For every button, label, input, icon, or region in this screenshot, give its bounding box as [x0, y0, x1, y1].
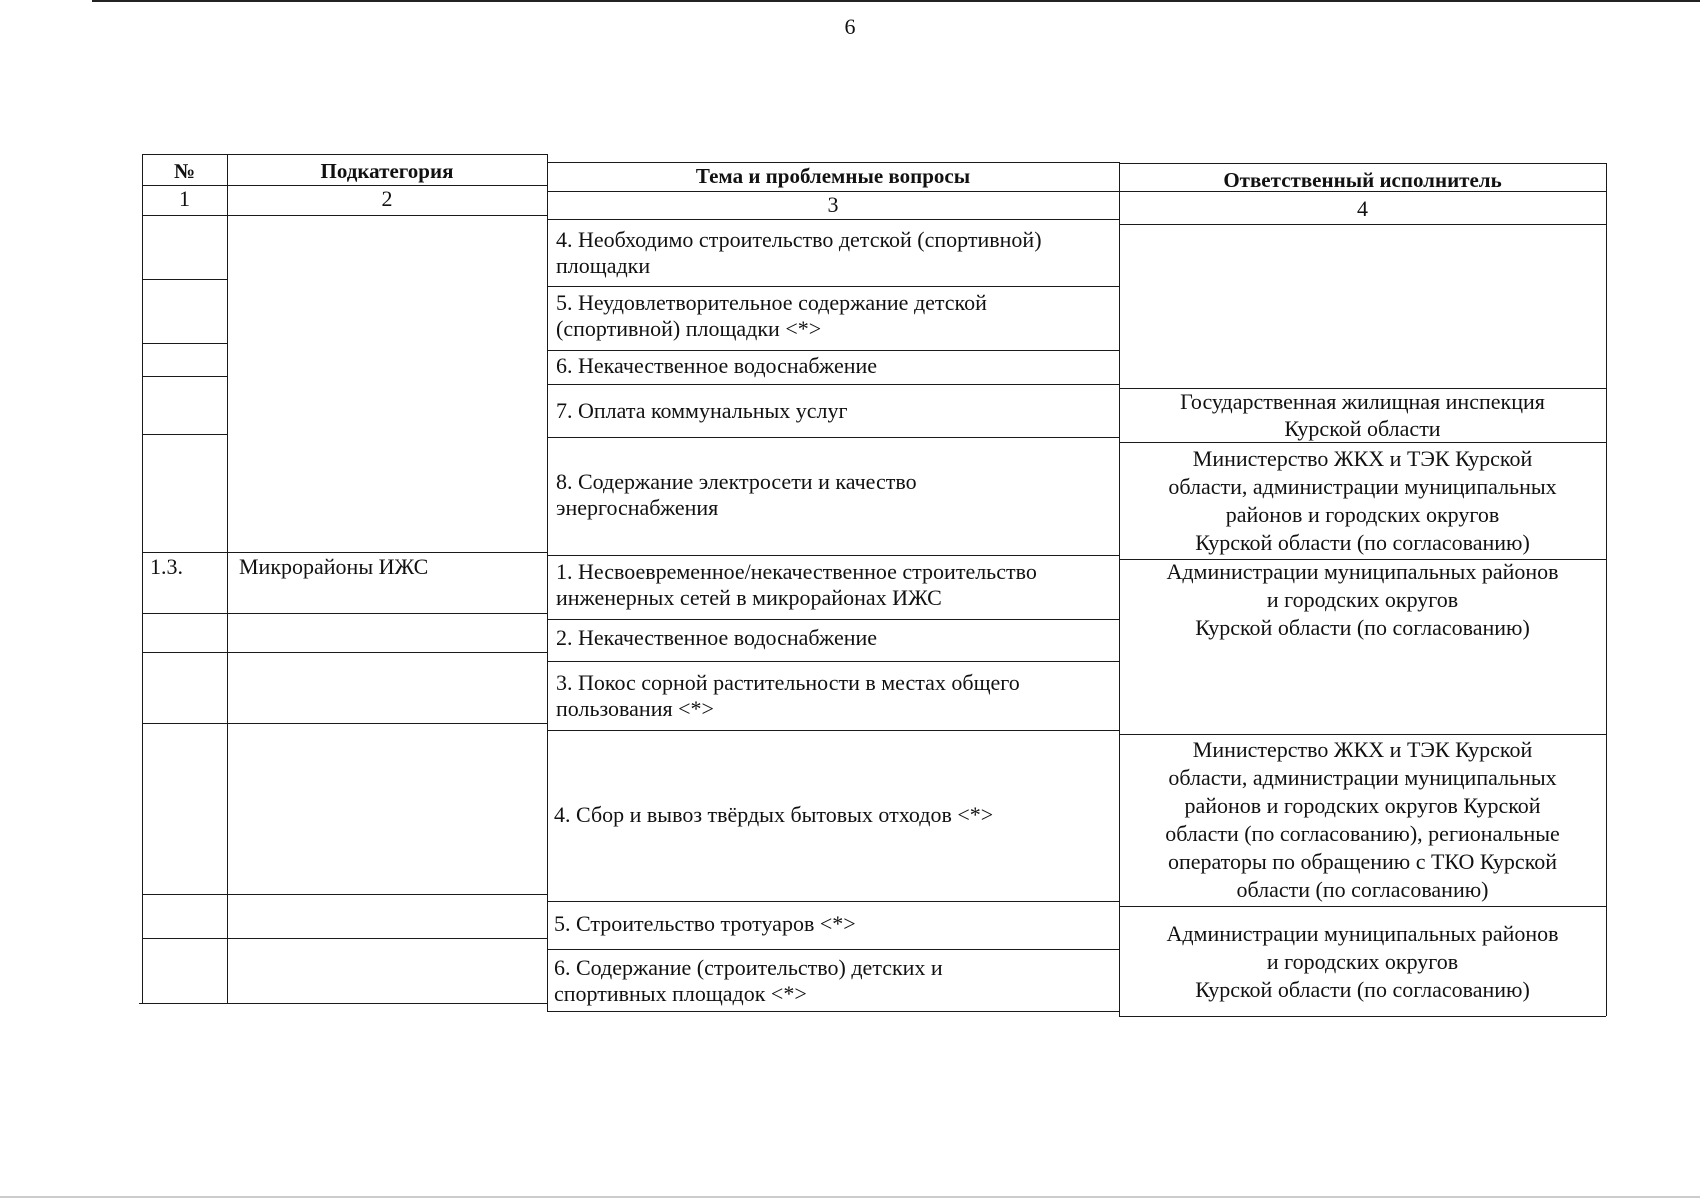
grid-line [142, 279, 227, 280]
topic-text-line: инженерных сетей в микрорайонах ИЖС [556, 585, 942, 610]
topic-text-line: 4. Сбор и вывоз твёрдых бытовых отходов <*> [554, 802, 994, 827]
grid-line [547, 384, 1119, 385]
grid-line [1119, 1016, 1606, 1017]
executor-text-line: области (по согласованию), региональные [1165, 821, 1560, 846]
executor-text-line: Администрации муниципальных районов [1166, 921, 1559, 946]
grid-line [547, 219, 1119, 220]
column-number-2: 2 [381, 186, 393, 211]
executor-text-line: районов и городских округов [1225, 502, 1500, 527]
grid-line [142, 652, 547, 653]
grid-line [142, 343, 227, 344]
header-topic: Тема и проблемные вопросы [695, 164, 971, 188]
topic-text-line: 5. Строительство тротуаров <*> [554, 911, 856, 936]
topic-text-line: 8. Содержание электросети и качество [556, 469, 917, 494]
executor-text-line: области (по согласованию) [1236, 877, 1489, 902]
topic-text-line: (спортивной) площадки <*> [556, 316, 822, 341]
executor-text-line: и городских округов [1266, 949, 1459, 974]
topic-text-line: 2. Некачественное водоснабжение [556, 625, 878, 650]
topic-text-line: 6. Содержание (строительство) детских и [554, 955, 943, 980]
topic-text-line: 7. Оплата коммунальных услуг [556, 398, 848, 423]
grid-line [142, 938, 547, 939]
grid-line [227, 154, 228, 1003]
grid-line [142, 154, 143, 1003]
executor-text-line: и городских округов [1266, 587, 1459, 612]
topic-text-line: 4. Необходимо строительство детской (спортивной) [556, 227, 1042, 252]
grid-line [547, 154, 548, 1011]
grid-line [142, 723, 547, 724]
grid-line [1119, 224, 1606, 225]
executor-text-line: Министерство ЖКХ и ТЭК Курской [1192, 446, 1533, 471]
grid-line [142, 434, 227, 435]
grid-line [1119, 734, 1606, 735]
grid-line [547, 901, 1119, 902]
grid-line [547, 286, 1119, 287]
grid-line [547, 661, 1119, 662]
header-executor: Ответственный исполнитель [1223, 168, 1502, 192]
topic-text-line: пользования <*> [556, 696, 714, 721]
column-number-1: 1 [179, 186, 190, 211]
grid-line [1606, 163, 1607, 1016]
executor-text-line: Курской области (по согласованию) [1195, 615, 1530, 640]
grid-line [547, 555, 1119, 556]
topic-text-line: площадки [556, 253, 651, 278]
header-subcategory: Подкатегория [320, 159, 454, 183]
grid-line [142, 376, 227, 377]
column-number-4: 4 [1357, 196, 1368, 221]
grid-line [547, 350, 1119, 351]
grid-line [1119, 163, 1606, 164]
executor-text-line: Государственная жилищная инспекция [1180, 389, 1545, 414]
topic-text-line: 5. Неудовлетворительное содержание детской [556, 290, 987, 315]
topic-text-line: 3. Покос сорной растительности в местах общего [556, 670, 1020, 695]
grid-line [142, 613, 547, 614]
scan-bottom-edge [0, 1196, 1700, 1198]
executor-text-line: Курской области (по согласованию) [1195, 530, 1530, 555]
executor-text-line: районов и городских округов Курской [1184, 793, 1541, 818]
grid-line [547, 437, 1119, 438]
section-number: 1.3. [150, 554, 183, 579]
topic-text-line: спортивных площадок <*> [554, 981, 807, 1006]
page-number: 6 [844, 14, 856, 39]
scan-top-edge [92, 0, 1700, 2]
executor-text-line: Министерство ЖКХ и ТЭК Курской [1192, 737, 1533, 762]
grid-line [1119, 906, 1606, 907]
executor-text-line: Курской области (по согласованию) [1195, 977, 1530, 1002]
executor-text-line: области, администрации муниципальных [1168, 474, 1557, 499]
executor-text-line: Администрации муниципальных районов [1166, 559, 1559, 584]
grid-line [547, 619, 1119, 620]
grid-line [142, 894, 547, 895]
grid-line [139, 1003, 547, 1004]
topic-text-line: энергоснабжения [556, 495, 719, 520]
grid-line [142, 215, 547, 216]
topic-text-line: 6. Некачественное водоснабжение [556, 353, 878, 378]
executor-text-line: операторы по обращению с ТКО Курской [1167, 849, 1558, 874]
executor-text-line: области, администрации муниципальных [1168, 765, 1557, 790]
grid-line [547, 730, 1119, 731]
grid-line [547, 949, 1119, 950]
grid-line [142, 154, 547, 155]
column-number-3: 3 [827, 192, 839, 217]
topic-text-line: 1. Несвоевременное/некачественное строительство [556, 559, 1037, 584]
grid-line [547, 1011, 1119, 1012]
executor-text-line: Курской области [1284, 416, 1441, 441]
section-subcategory: Микрорайоны ИЖС [239, 554, 429, 579]
header-number: № [173, 159, 196, 183]
